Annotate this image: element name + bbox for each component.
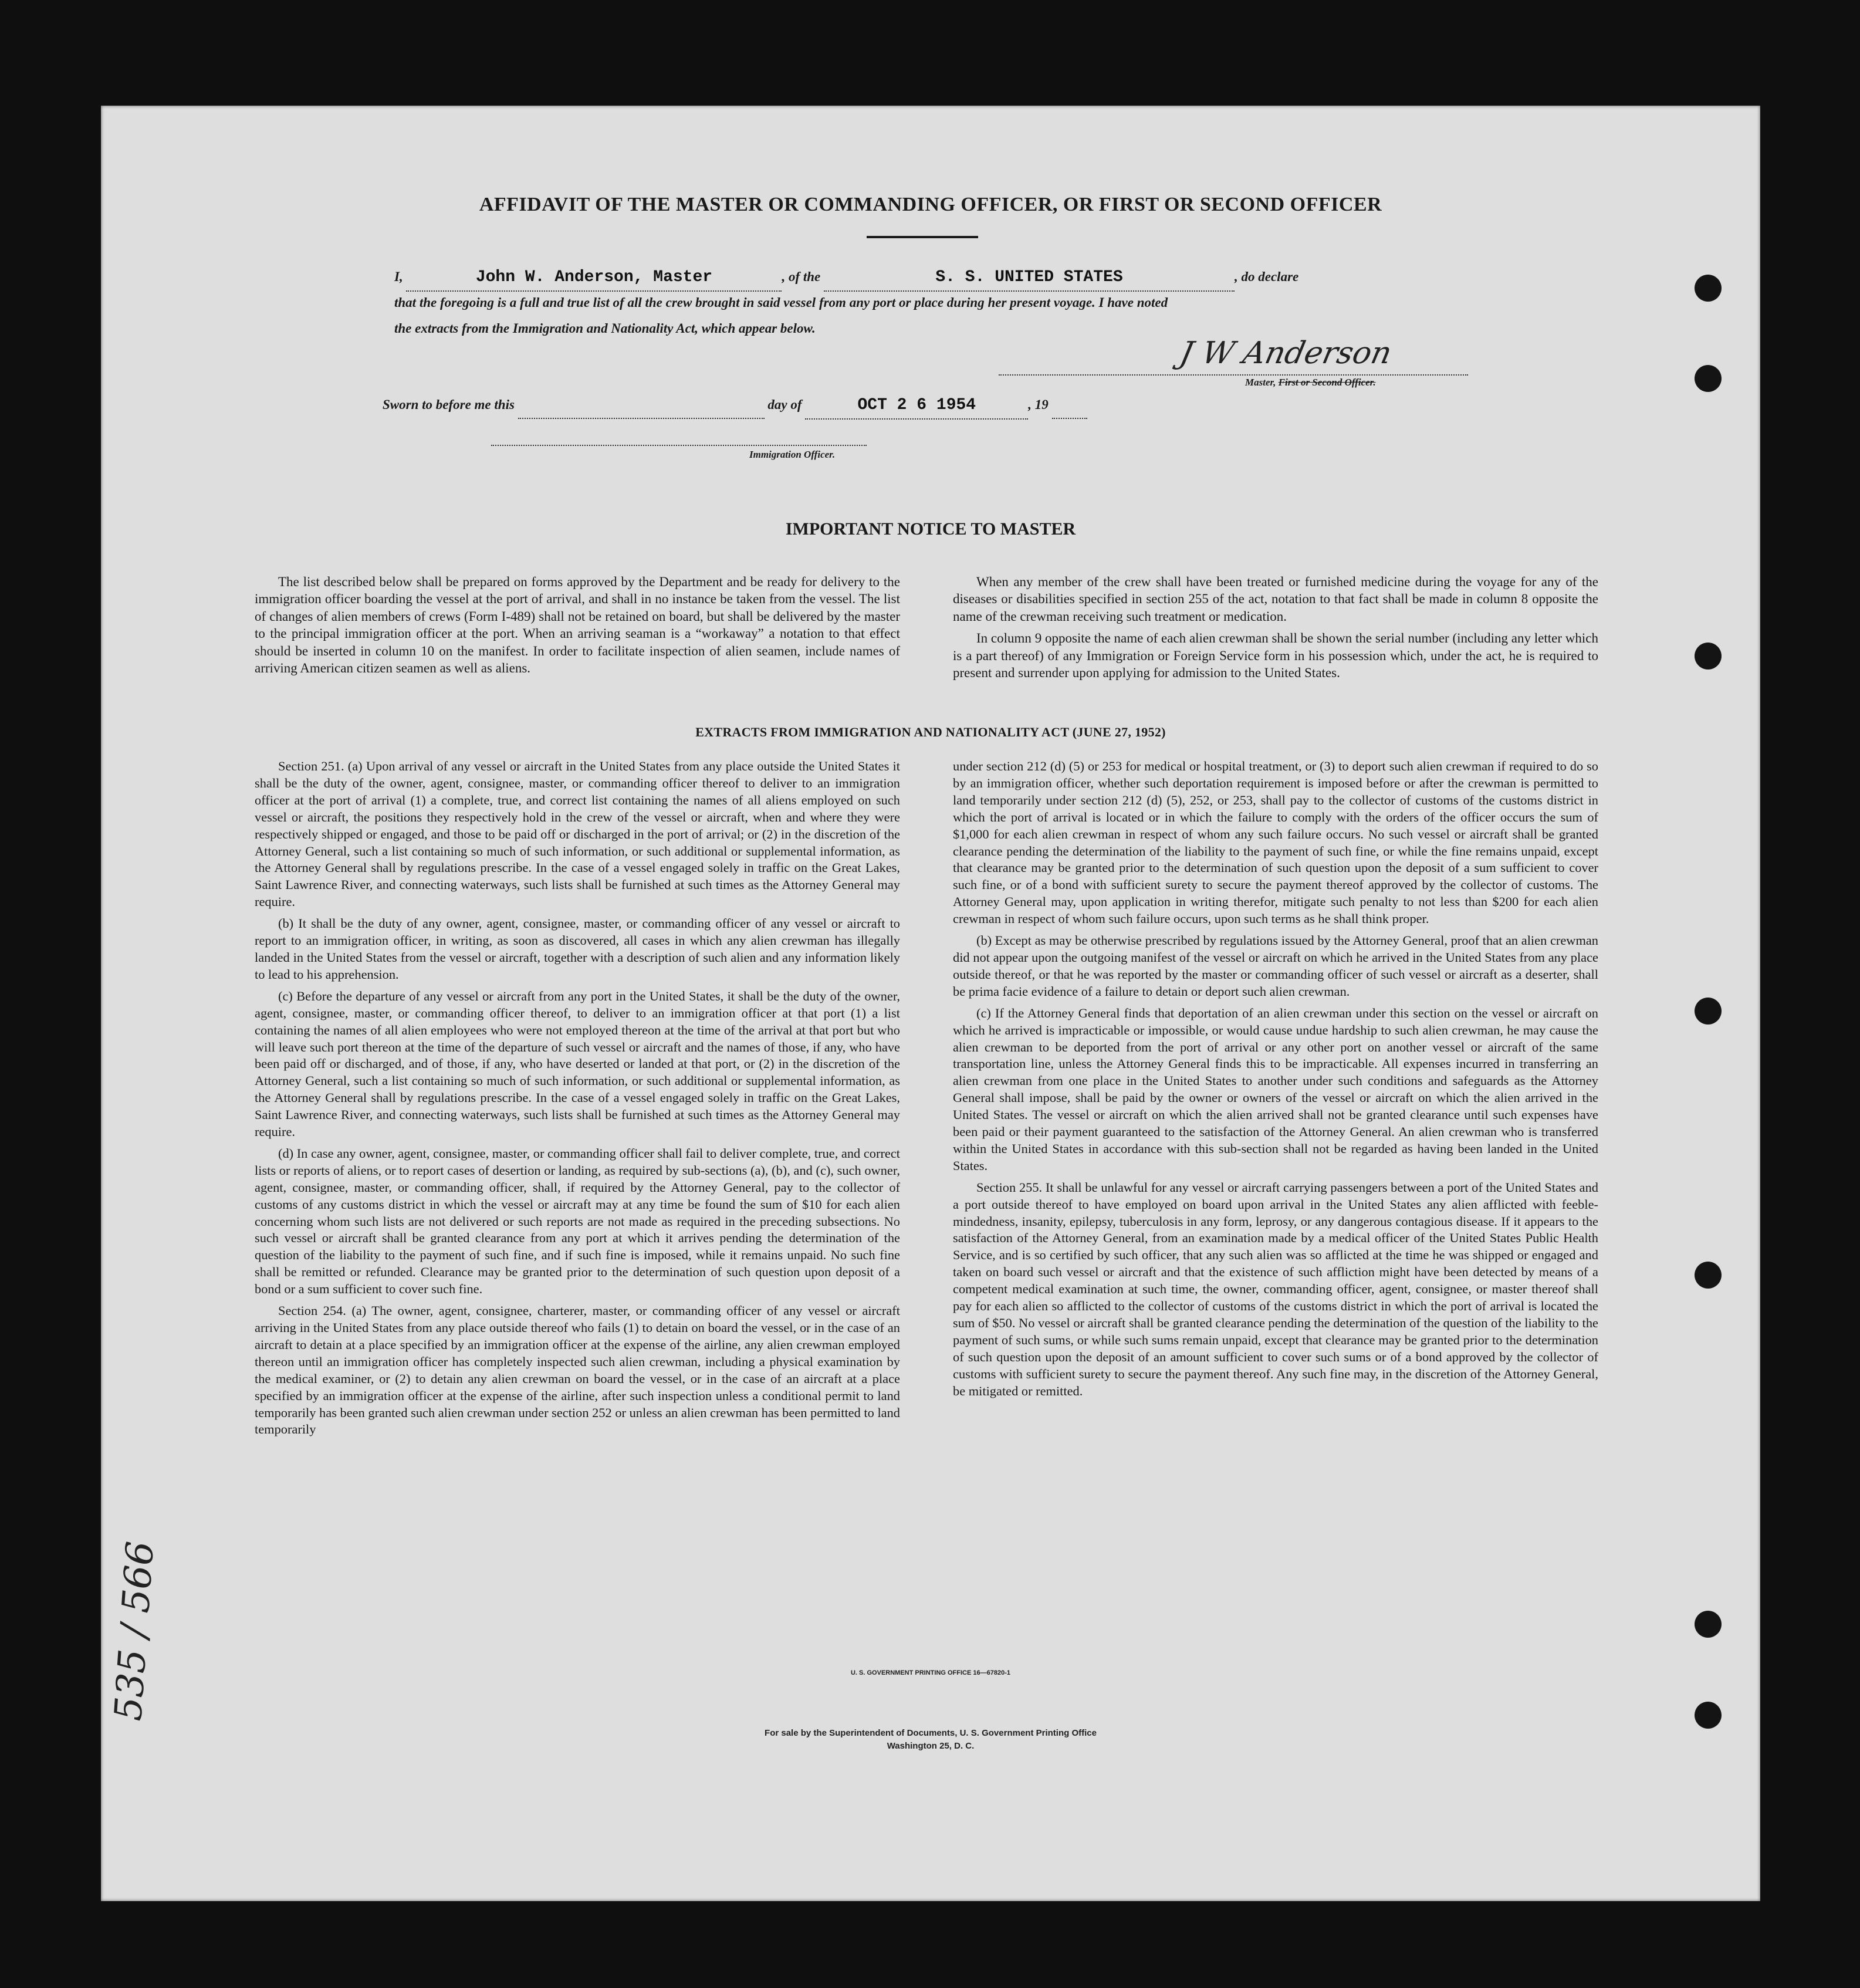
- handwritten-page-number: 535 / 566: [107, 1540, 163, 1723]
- binder-hole: [1695, 998, 1722, 1025]
- section-251-b: (b) It shall be the duty of any owner, agent, consignee, master, or commanding officer of any vessel or aircraft to report to an immigration officer, in writing, as soon as discovered, all cases in which any alien crewman has illegally landed in the United States from the vessel or aircraft, together with a description of such alien and any information likely to lead to his apprehension.: [255, 916, 900, 982]
- declaration-of-the: , of the: [782, 269, 821, 284]
- binder-hole: [1695, 1702, 1722, 1729]
- printing-office-line: U. S. GOVERNMENT PRINTING OFFICE 16—67820-1: [850, 1669, 1010, 1676]
- extracts-right-column: [953, 758, 1598, 1405]
- notice-left-column: [255, 573, 900, 681]
- sworn-year-prefix: , 19: [1028, 397, 1049, 412]
- notice-right-paragraph-2: In column 9 opposite the name of each alien crewman shall be shown the serial number (including any letter which is a part thereof) of any Immigration or Foreign Service form in his possession which, under the act, he is required to present and surrender upon applying for admission to the United States.: [953, 631, 1598, 681]
- section-254-a: Section 254. (a) The owner, agent, consignee, charterer, master, or commanding officer of any vessel or aircraft arriving in the United States from any place outside thereof who fails (1) to detain on board the vessel, or in the case of an aircraft to detain at a place specified by an immigration officer at the expense of the airline, any alien crewman employed thereon until an immigration officer has completely inspected such alien crewman, including a physical examination by the medical examiner, or (2) to detain any alien crewman on board the vessel, or in the case of an aircraft at a place specified by an immigration officer at the expense of the airline, after such inspection unless a conditional permit to land temporarily has been granted such alien crewman under section 252 or unless an alien crewman has been permitted to land temporarily: [255, 1303, 900, 1437]
- binder-hole: [1695, 1611, 1722, 1638]
- master-signature: J W Anderson: [1176, 336, 1395, 371]
- binder-hole: [1695, 1262, 1722, 1289]
- sworn-day-field: [518, 392, 765, 419]
- binder-hole: [1695, 643, 1722, 670]
- declaration-line-2: that the foregoing is a full and true list of all the crew brought in said vessel from any port or place during her present voyage. I have noted: [394, 295, 1168, 310]
- signature-caption-master: Master,: [1245, 377, 1276, 388]
- notice-heading: IMPORTANT NOTICE TO MASTER: [785, 519, 1076, 539]
- sworn-prefix: Sworn to before me this: [383, 397, 515, 412]
- signature-caption-struck: First or Second Officer.: [1278, 377, 1376, 388]
- section-251-d: (d) In case any owner, agent, consignee, master, or commanding officer shall fail to deliver complete, true, and correct lists or reports of aliens, or to report cases of desertion or landing, as required by sub-sections (a), (b), and (c), such owner, agent, consignee, master, or commanding officer, shall, if required by the Attorney General, pay to the collector of customs of any customs district in which the vessel or aircraft may at any time be found the sum of $10 for each alien concerning whom such lists are not delivered or such reports are not made as required in the preceding subsections. No such vessel or aircraft shall be granted clearance from any port at which it arrives pending the determination of the question of the liability to the payment of such fine, and if such fine is imposed, while it remains unpaid. No such fine shall be remitted or refunded. Clearance may be granted prior to the determination of such question upon deposit of a bond or a sum sufficient to cover such fine.: [255, 1145, 900, 1297]
- master-name: John W. Anderson, Master: [475, 268, 713, 286]
- notice-right-column: [953, 573, 1598, 686]
- document-page: [101, 106, 1760, 1901]
- sale-line-2: Washington 25, D. C.: [887, 1741, 975, 1751]
- declaration-line-1: [394, 264, 1562, 292]
- sworn-date-field: [805, 392, 1028, 420]
- officer-caption: Immigration Officer.: [749, 449, 836, 460]
- notice-right-paragraph-1: When any member of the crew shall have been treated or furnished medicine during the voyage for any of the diseases or disabilities specified in section 255 of the act, notation to that fact shall be made in column 8 opposite the name of the crewman receiving such treatment or medication.: [953, 574, 1598, 624]
- binder-hole: [1695, 275, 1722, 302]
- notice-left-paragraph: The list described below shall be prepared on forms approved by the Department and be ready for delivery to the immigration officer boarding the vessel at the port of arrival, and shall in no instance be taken from the vessel. The list of changes of alien members of crews (Form I-489) shall not be retained on board, but shall be delivered by the master to the principal immigration officer at the port. When an arriving seaman is a “workaway” a notation to that effect should be inserted in column 10 on the manifest. In order to facilitate inspection of alien seamen, include names of arriving American citizen seamen as well as aliens.: [255, 574, 900, 676]
- section-251-c: (c) Before the departure of any vessel or aircraft from any port in the United States, it shall be the duty of the owner, agent, consignee, master, or commanding officer thereof, to deliver to an immigration officer at that port (1) a list containing the names of all alien employees who were not employed thereon at the time of the arrival at that port but who will leave such port thereon at the time of the departure of such vessel or aircraft and the names of those, if any, who have been paid off or discharged, and of those, if any, who have deserted or landed at that port, or (2) in the discretion of the Attorney General, such a list containing so much of such information, or such additional or supplemental information, as the Attorney General shall by regulations prescribe. In the case of a vessel engaged solely in traffic on the Great Lakes, Saint Lawrence River, and connecting waterways, such lists shall be furnished at such times as the Attorney General may require.: [255, 988, 900, 1140]
- title-divider: [867, 236, 978, 238]
- section-251-a: Section 251. (a) Upon arrival of any vessel or aircraft in the United States from any place outside the United States it shall be the duty of the owner, agent, consignee, master, or commanding officer thereof to deliver to an immigration officer at the port of arrival (1) a complete, true, and correct list containing the names of all aliens employed on such vessel or aircraft, the positions they respectively hold in the crew of the vessel or aircraft, when and where they were respectively shipped or engaged, and those to be paid off or discharged in the port of arrival; or (2) in the discretion of the Attorney General, such a list containing so much of such information, or such additional or supplemental information, as the Attorney General shall by regulations prescribe. In the case of a vessel engaged solely in traffic on the Great Lakes, Saint Lawrence River, and connecting waterways, such lists shall be furnished at such times as the Attorney General may require.: [255, 759, 900, 910]
- sworn-day-of: day of: [767, 397, 802, 412]
- declaration-prefix: I,: [394, 269, 403, 284]
- sworn-year-field: [1052, 392, 1087, 419]
- extracts-left-column: [255, 758, 900, 1443]
- sworn-line: [383, 392, 1263, 420]
- binder-hole: [1695, 365, 1722, 392]
- section-254-b: (b) Except as may be otherwise prescribed by regulations issued by the Attorney General, proof that an alien crewman did not appear upon the outgoing manifest of the vessel or aircraft on which he arrived in the United States from any place outside thereof, or that he was reported by the master or commanding officer of such vessel or aircraft as a deserter, shall be prima facie evidence of a failure to detain or deport such alien crewman.: [953, 933, 1598, 999]
- sale-line-1: For sale by the Superintendent of Documents, U. S. Government Printing Office: [765, 1728, 1097, 1738]
- declaration-line-3: the extracts from the Immigration and Nationality Act, which appear below.: [394, 321, 816, 336]
- section-254-a-continued: under section 212 (d) (5) or 253 for medical or hospital treatment, or (3) to deport such alien crewman if required to do so by an immigration officer, whether such deportation requirement is imposed before or after the crewman is permitted to land temporarily under section 212 (d) (5), 252, or 253, shall pay to the collector of customs of the customs district in which the port of arrival is located or in which the failure to comply with the orders of the officer occurs the sum of $1,000 for each alien crewman in respect of whom any such failure occurs. No such vessel or aircraft shall be granted clearance pending the determination of the liability to the payment of such fine, or while the fine remains unpaid, except that clearance may be granted prior to the determination of such question upon the deposit of a sum sufficient to cover such fine, or of a bond with sufficient surety to secure the payment thereof approved by the collector of customs. The Attorney General may, upon application in writing therefor, mitigate such penalty to not less than $200 for each alien crewman in respect of whom such failure occurs, upon such terms as he shall think proper.: [953, 759, 1598, 927]
- section-254-c: (c) If the Attorney General finds that deportation of an alien crewman under this section on the vessel or aircraft on which he arrived is impracticable or impossible, or would cause undue hardship to such alien crewman, he may cause the alien crewman to be deported from the port of arrival or any other port on another vessel or aircraft of the same transportation line, unless the Attorney General finds this to be impracticable. All expenses incurred in transferring an alien crewman from one place in the United States to another under such conditions and safeguards as the Attorney General shall impose, shall be paid by the owner or owners of the vessel or aircraft on which the alien arrived in the United States. The vessel or aircraft on which the alien arrived shall not be granted clearance until such expenses have been paid or their payment guaranteed to the satisfaction of the Attorney General. An alien crewman who is transferred within the United States in accordance with this sub-section shall not be regarded as having been landed in the United States.: [953, 1005, 1598, 1173]
- officer-signature-line: [491, 445, 867, 446]
- declaration-do-declare: , do declare: [1235, 269, 1299, 284]
- date-stamp: OCT 2 6 1954: [857, 396, 976, 414]
- master-name-field: [406, 264, 782, 292]
- extracts-heading: EXTRACTS FROM IMMIGRATION AND NATIONALITY ACT (JUNE 27, 1952): [695, 725, 1166, 739]
- signature-caption: [1245, 377, 1376, 388]
- affidavit-title: AFFIDAVIT OF THE MASTER OR COMMANDING OFFICER, OR FIRST OR SECOND OFFICER: [479, 194, 1382, 215]
- signature-line: [999, 374, 1468, 376]
- vessel-name-field: [824, 264, 1235, 292]
- vessel-name: S. S. UNITED STATES: [935, 268, 1123, 286]
- section-255: Section 255. It shall be unlawful for any vessel or aircraft carrying passengers between a port of the United States and a port outside thereof to have employed on board upon arrival in the United States any alien afflicted with feeble-mindedness, insanity, epilepsy, tuberculosis in any form, leprosy, or any dangerous contagious disease. If it appears to the satisfaction of the Attorney General, from an examination made by a medical officer of the United States Public Health Service, and is so certified by such officer, that any such alien was so afflicted at the time he was shipped or engaged and taken on board such vessel or aircraft and that the existence of such affliction might have been detected by means of a competent medical examination at such time, the owner, commanding officer, agent, consignee, or master thereof shall pay for each alien so afflicted to the collector of customs of the customs district in which the port of arrival is located the sum of $50. No vessel or aircraft shall be granted clearance pending the determination of the question of the liability to the payment of such sums, or while such sums remain unpaid, except that clearance may be granted prior to the determination of such question upon the deposit of an amount sufficient to cover such sums or of a bond approved by the collector of customs with sufficient surety to secure the payment thereof. Any such fine may, in the discretion of the Attorney General, be mitigated or remitted.: [953, 1179, 1598, 1398]
